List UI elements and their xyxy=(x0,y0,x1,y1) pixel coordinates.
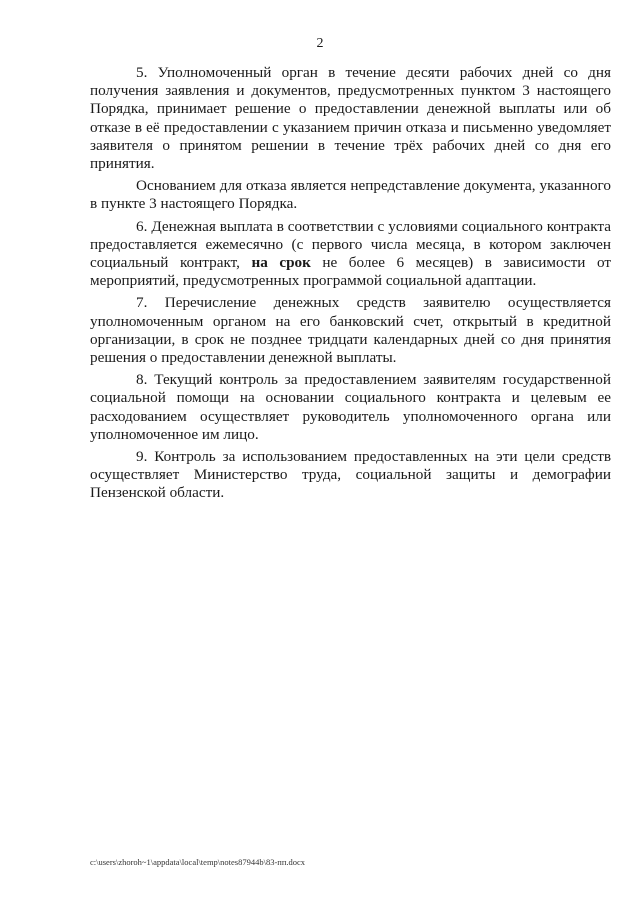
paragraph-item-5: 5. Уполномоченный орган в течение десяти рабочих дней со дня получения заявления и документов, предусмотренных пунктом 3 настоящего Порядка, принимает решение о предоставлении денежной выплаты или об отказе в её предоставлении с указанием причин отказа и письменно уведомляет заявителя о принятом решении в течение трёх рабочих дней со дня его принятия. xyxy=(90,64,611,173)
paragraph-item-6 xyxy=(90,218,611,291)
page-number: 2 xyxy=(316,36,324,51)
paragraph-item-9: 9. Контроль за использованием предоставленных на эти цели средств осуществляет Министерство труда, социальной защиты и демографии Пензенской области. xyxy=(90,448,611,502)
paragraph-item-6-bold-term: на срок xyxy=(251,254,311,272)
document-body xyxy=(90,64,611,507)
footer-file-path: c:\users\zhoroh~1\appdata\local\temp\notes87944b\83-пп.docx xyxy=(90,857,306,867)
paragraph-refusal-basis: Основанием для отказа является непредставление документа, указанного в пункте 3 настоящего Порядка. xyxy=(90,177,611,213)
paragraph-item-8: 8. Текущий контроль за предоставлением заявителям государственной социальной помощи на основании социального контракта и целевым ее расходованием осуществляет руководитель уполномоченного органа или уполномоченное им лицо. xyxy=(90,371,611,443)
paragraph-item-7: 7. Перечисление денежных средств заявителю осуществляется уполномоченным органом на его банковский счет, открытый в кредитной организации, в срок не позднее тридцати календарных дней со дня принятия решения о предоставлении денежной выплаты. xyxy=(90,294,611,367)
paragraph-item-6-start: 6. Денежная выплата в соответствии с условиями социального контракта предоставляется ежемесячно (с первого числа месяца, в котором заключен социальный контракт, xyxy=(90,217,611,272)
paragraph-item-6-end: не более 6 месяцев) в зависимости от мероприятий, предусмотренных программой социальной адаптации. xyxy=(90,254,611,290)
